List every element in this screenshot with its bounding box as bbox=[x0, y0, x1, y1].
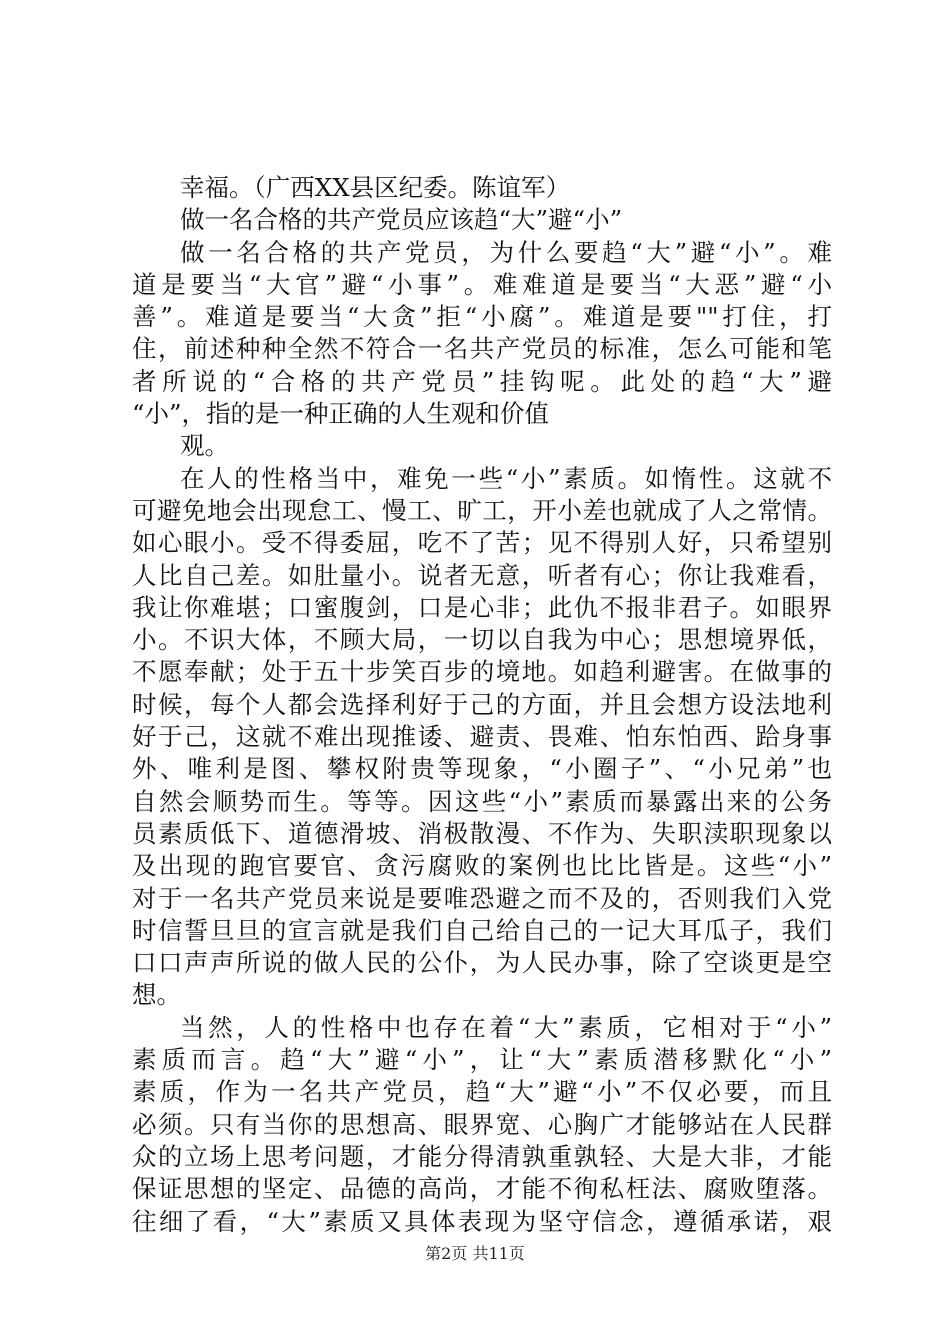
text-line: 口口声声所说的做人民的公仆，为人民办事，除了空谈更是空 bbox=[132, 948, 832, 978]
text-line: 及出现的跑官要官、贪污腐败的案例也比比皆是。这些“小” bbox=[132, 851, 832, 881]
text-line: 素质，作为一名共产党员，趋“大”避“小”不仅必要，而且 bbox=[132, 1077, 832, 1107]
text-line: 员素质低下、道德滑坡、消极散漫、不作为、失职渎职现象以 bbox=[132, 818, 832, 848]
text-line: 观。 bbox=[180, 431, 229, 461]
text-line: 我让你难堪；口蜜腹剑，口是心非；此仇不报非君子。如眼界 bbox=[132, 592, 832, 622]
text-line: 众的立场上思考问题，才能分得清孰重孰轻、大是大非，才能 bbox=[132, 1141, 832, 1171]
text-line: 在人的性格当中，难免一些“小”素质。如惰性。这就不 bbox=[180, 463, 832, 493]
text-line: 者所说的“合格的共产党员”挂钩呢。此处的趋“大”避 bbox=[132, 366, 832, 396]
text-line: 做一名合格的共产党员，为什么要趋“大”避“小”。难 bbox=[180, 237, 832, 267]
text-line: 不愿奉献；处于五十步笑百步的境地。如趋利避害。在做事的 bbox=[132, 657, 832, 687]
text-line: 往细了看，“大”素质又具体表现为坚守信念，遵循承诺，艰 bbox=[132, 1206, 832, 1236]
text-line: 时候，每个人都会选择利好于己的方面，并且会想方设法地利 bbox=[132, 689, 832, 719]
text-line: 想。 bbox=[132, 980, 181, 1010]
text-line: 时信誓旦旦的宣言就是我们自己给自己的一记大耳瓜子，我们 bbox=[132, 915, 832, 945]
text-line: 善”。难道是要当“大贪”拒“小腐”。难道是要""打住，打 bbox=[132, 302, 832, 332]
text-line: 好于己，这就不难出现推诿、避责、畏难、怕东怕西、跲身事 bbox=[132, 722, 832, 752]
page-number: 第2页 共11页 bbox=[425, 1244, 525, 1263]
text-line: 小。不识大体，不顾大局，一切以自我为中心；思想境界低， bbox=[132, 625, 832, 655]
text-line: 如心眼小。受不得委屈，吃不了苦；见不得别人好，只希望别 bbox=[132, 528, 832, 558]
text-line: 素质而言。趋“大”避“小”，让“大”素质潜移默化“小” bbox=[132, 1045, 832, 1075]
text-line: “小”，指的是一种正确的人生观和价值 bbox=[132, 399, 550, 429]
text-line: 住，前述种种全然不符合一名共产党员的标准，怎么可能和笔 bbox=[132, 334, 832, 364]
text-line: 外、唯利是图、攀权附贵等现象，“小圈子”、“小兄弟”也 bbox=[132, 754, 832, 784]
text-line: 必须。只有当你的思想高、眼界宽、心胸广才能够站在人民群 bbox=[132, 1109, 832, 1139]
text-line: 当然，人的性格中也存在着“大”素质，它相对于“小” bbox=[180, 1012, 832, 1042]
text-line: 道是要当“大官”避“小事”。难难道是要当“大恶”避“小 bbox=[132, 269, 832, 299]
document-body bbox=[132, 172, 832, 1238]
section-title: 做一名合格的共产党员应该趋“大”避“小” bbox=[180, 205, 623, 235]
text-line: 人比自己差。如肚量小。说者无意，听者有心；你让我难看， bbox=[132, 560, 832, 590]
text-line: 保证思想的坚定、品德的高尚，才能不徇私枉法、腐败堕落。 bbox=[132, 1174, 832, 1204]
text-line: 幸福。（广西XX县区纪委。陈谊军） bbox=[180, 173, 571, 202]
text-line: 对于一名共产党员来说是要唯恐避之而不及的，否则我们入党 bbox=[132, 883, 832, 913]
text-line: 自然会顺势而生。等等。因这些“小”素质而暴露出来的公务 bbox=[132, 786, 832, 816]
text-line: 可避免地会出现怠工、慢工、旷工，开小差也就成了人之常情。 bbox=[132, 495, 832, 525]
